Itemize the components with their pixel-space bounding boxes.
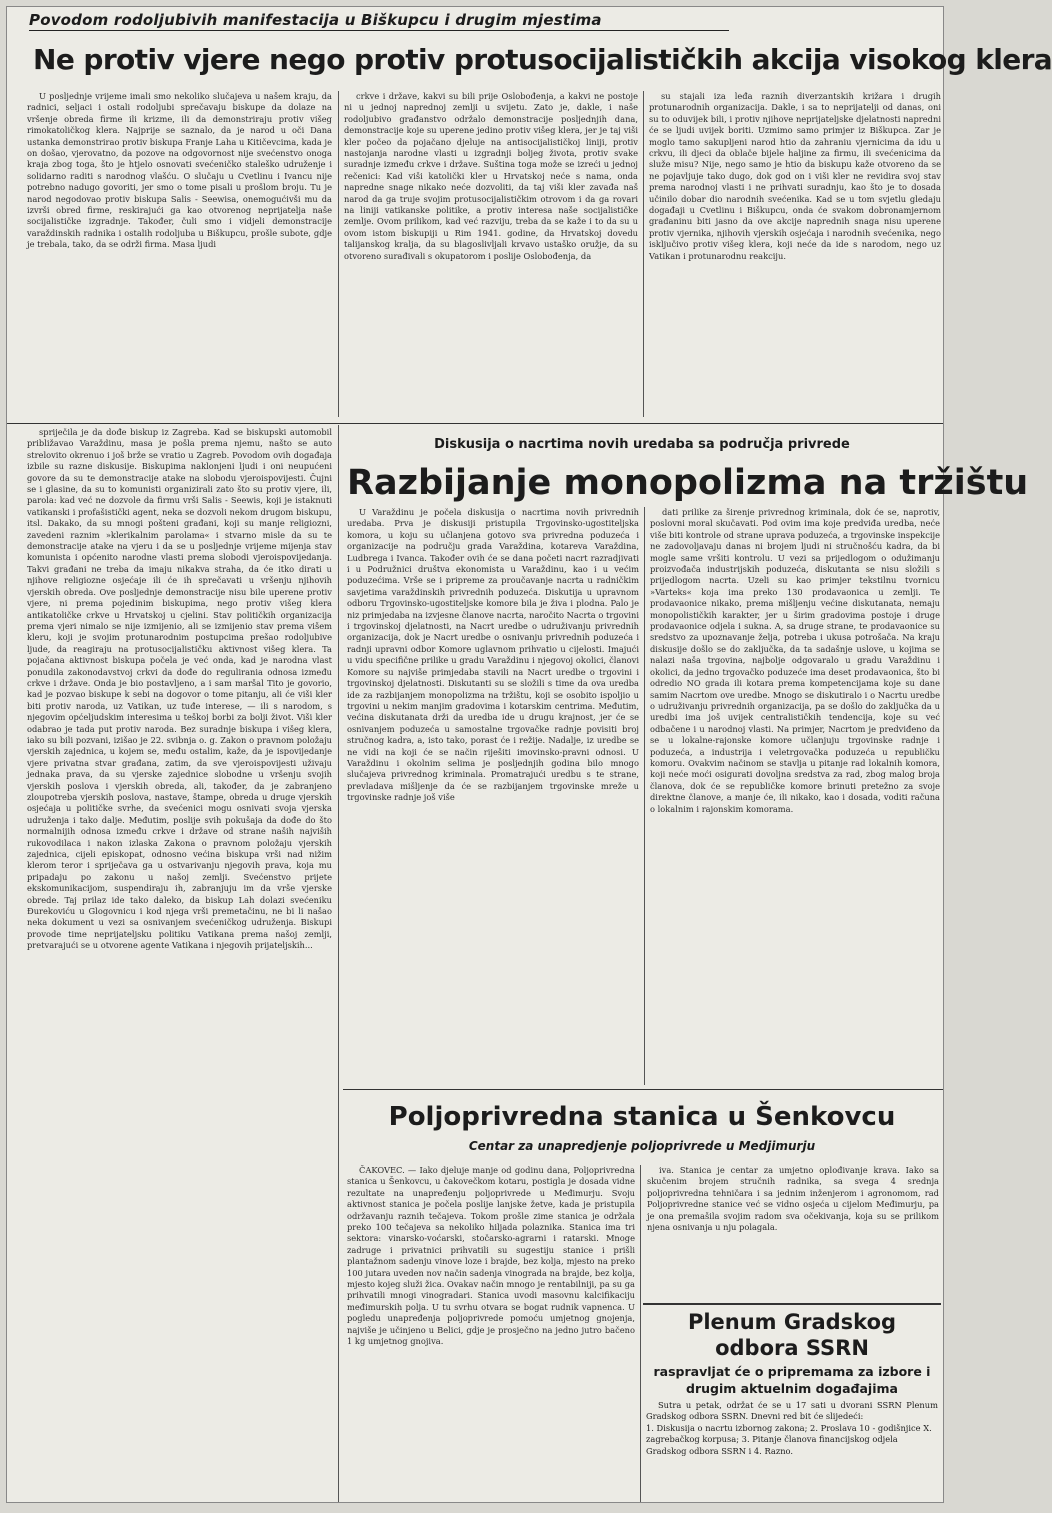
divider	[643, 91, 644, 417]
top-article-kicker: Povodom rodoljubivih manifestacija u Biškupcu i drugim mjestima	[29, 11, 729, 31]
divider	[338, 425, 339, 1502]
station-col1: ČAKOVEC. — Iako djeluje manje od godinu dana, Poljoprivredna stanica u Šenkovcu, u čakovečkom kotaru, postigla je dosada vidne rezultate na unapređenju poljoprivrede u Međimurju. Svoju aktivnost stanica je počela poslije lanjske žetve, kada je pristupila održavanju raznih tečajeva. Tokom prošle zime stanica je održala preko 100 tečajeva sa nekoliko hiljada polaznika. Stanica ima tri sektora: vinarsko-voćarski, stočarsko-agrarni i ratarski. Mnoge zadruge i privatnici prihvatili su sugestiju stanice i prišli plantažnom sadenju vinove loze i brajde, bez kolja, mjesto na preko 100 jutara uveden nov način sadenja vinograda na brajde, bez kolja, mjesto kojeg služi žica. Ovakav način mnogo je rentabilniji, pa su ga prihvatili mnogi vinogradari. Stanica uvodi masovnu kalcifikaciju međimurskih polja. U tu svrhu otvara se bogat rudnik vapnenca. U pogledu unapređenja poljoprivrede pomoću umjetnog gnojenja, najviše je učinjeno u Belici, gdje je prosječno na jedno jutro bačeno 1 kg umjetnog gnojiva.	[347, 1165, 635, 1347]
station-subheadline: Centar za unapredjenje poljoprivrede u Medjimurju	[468, 1139, 816, 1153]
monopoly-headline: Razbijanje monopolizma na tržištu	[347, 463, 1029, 503]
left-continuation-col: spriječila je da dođe biskup iz Zagreba. Kad se biskupski automobil približavao Varaždinu, masa je pošla prema njemu, našto se auto strelovito okrenuo i još brže se vratio u Zagreb. Povodom ovih događaja izbile su razne diskusije. Biskupima naklonjeni ljudi i oni neupućeni govore da su te demonstracije atake na slobodu vjeroispovijesti. Čujni se i glasine, da su to komunisti organizirali zato što su protiv vjere, ili, parola: kad već ne dozvole da firmu vrši Salis - Seewis, koji je istaknuti vatikanski i profašistički agent, neka se dozvoli nekom drugom biskupu, itsl. Dakako, da su mnogi pošteni građani, koji su manje religiozni, zavedeni raznim »klerikalnim parolama« i stvarno misle da su te demonstracije atake na vjeru i da se u posljednje vrijeme mijenja stav komunista i općenito narodne vlasti prema slobodi vjeroispovijedanja. Takvi građani ne treba da imaju nikakva straha, da će itko dirati u njihove religiozne osjećaje ili će ih sprečavati u vršenju njihovih vjerskih obreda. Ove posljednje demonstracije nisu bile uperene protiv vjere, ni prema pojedinim biskupima, nego protiv višeg klera antikatoličke crkve u Hrvatskoj u cjelini. Stav političkih organizacija prema vjeri nimalo se nije izmijenio, ali se izmijenio stav prema višem kleru, koji je svojim protunarodnim postupcima prešao rodoljubive ljude, da reagiraju na protusocijalističku aktivnost višeg klera. Ta pojačana aktivnost biskupa počela je već onda, kad je narodna vlast ponudila zakonodavstvoj crkvi da dođe do regulirania odnosa između crkve i države. Onda je bio postavljeno, a i sam maršal Tito je govorio, kad je pozvao biskupe k sebi na dogovor o tome pitanju, ali će viši kler biti protiv naroda, uz Vatikan, uz tuđe interese, — ili s narodom, s njegovim općeljudskim interesima u teškoj borbi za bolji život. Viši kler odabrao je tada put protiv naroda. Bez suradnje biskupa i višeg klera, iako su bili pozvani, izišao je 22. svibnja o. g. Zakon o pravnom položaju vjerskih zajednica, u kojem se, među ostalim, kaže, da je ispovijedanje vjere privatna stvar građana, zatim, da sve vjeroispovijesti uživaju jednaka prava, da su vjerske zajednice slobodne u vršenju svojih vjerskih poslova i vjerskih obreda, ali, također, da je zabranjeno zloupotreba vjerskih poslova, nastave, štampe, obreda u druge vjerskih osjećaja u političke svrhe, da svećenici mogu osnivati svoja vjerska udruženja i tako dalje. Međutim, poslije svih pokušaja da dođe do što normalnijih odnosa između crkve i države od strane naših najviših rukovodilaca i nakon izlaska Zakona o pravnom položaju vjerskih zajednica, cijeli episkopat, odnosno većina biskupa vrši nad nižim klerom teror i spriječava ga u ostvarivanju njegovih prava, koja mu pripadaju po zakonu u našoj zemlji. Svećenstvo prijete ekskomunikacijom, suspendiraju ih, zabranjuju im da vrše vjerske obrede. Taj prilaz ide tako daleko, da biskup Lah dolazi svećeniku Đurekoviću u Glogovnicu i kod njega vrši premetačinu, ne bi li našao neka dokument u vezi sa osnivanjem svećeničkog udruženja. Biskupi provode time neprijateljsku politiku Vatikana prema našoj zemlji, pretvarajući se u otvorene agente Vatikana i njegovih prijateljskih...	[27, 427, 332, 951]
top-article-col1: U posljednje vrijeme imali smo nekoliko slučajeva u našem kraju, da radnici, seljaci i ostali rodoljubi sprečavaju biskupe da dolaze na vršenje obreda firme ili krizme, ili da demonstriraju protiv višeg rimokatoličkog klera. Najprije se saznalo, da je narod u oči Dana ustanka demonstrirao protiv biskupa Franje Laha u Kitičevcima, kada je on došao, vjerovatno, da pozove na odgovornost nije svećenstvo onoga kraja zbog toga, što je htjelo osnovati svećeničko staleško udruženje i solidarno raditi s narodnog vlašću. O slučaju u Cvetlinu i Ivancu nije potrebno nadugo govoriti, jer smo o tome pisali u prošlom broju. Tu je narod negodovao protiv biskupa Salis - Seewisa, onemogućivši mu da izvrši obred firme, reskirajući ga kao otvorenog neprijatelja naše socijalističke izgradnje. Također, čuli smo i vidjeli demonstracije varaždinskih radnika i ostalih rodoljuba u Biškupcu, prošle subote, gdje je trebala, tako, da se održi firma. Masa ljudi	[27, 91, 332, 250]
divider	[338, 91, 339, 417]
plenum-body: Sutra u petak, održat će se u 17 sati u dvorani SSRN Plenum Gradskog odbora SSRN. Dnevni red bit će slijedeći:	[646, 1400, 938, 1422]
plenum-subtitle: raspravljat će o pripremama za izbore i drugim aktuelnim događajima	[653, 1364, 931, 1396]
plenum-notice	[643, 1303, 941, 1503]
monopoly-col2: dati prilike za širenje privrednog kriminala, dok će se, naprotiv, poslovni moral skučavati. Pod ovim ima koje predviđa uredba, neće više biti kontrole od strane uprava poduzeća, a trgovinske inspekcije ne zadovoljavaju danas ni brojem ljudi ni stručnošću kadra, da bi mogle same vršiti kontrolu. U vezi sa prijedlogom o odužimanju proizvođača industrijskih poduzeća, diskutanta se nisu složili s prijedlogom nacrta. Uzeli su kao primjer tekstilnu tvornicu »Varteks« koja ima preko 130 prodavaonica u zemlji. Te prodavaonice nikako, prema mišljenju većine diskutanata, nemaju monopolističkih karakter, jer u širim gradovima postoje i druge prodavaonice odjela i sukna. A, sa druge strane, te prodavaonice su sredstvo za upoznavanje želja, potreba i ukusa potrošača. Na kraju diskusije došlo se do zaključka, da ta sadašnje uslove, u kojima se nalazi naša trgovina, najbolje odgovaralo u gradu Varaždinu i okolici, da jedno trgovačko poduzeće ima deset prodavaonica, što bi odredio NO grada ili kotara prema kompetencijama koje su dane samim Nacrtom ove uredbe. Mnogo se diskutiralo i o Nacrtu uredbe o udruživanju privrednih organizacija, pa se došlo do zaključka da u uredbi ima još uvijek centralističkih tendencija, koje su već odbačene i u narodnoj vlasti. Na primjer, Nacrtom je predviđeno da se u lokalne-rajonske komore učlanjuju trgovinske radnje i poduzeća, a industrija i veletrgovačka poduzeća u republičku komoru. Ovakvim načinom se stavlja u pitanje rad lokalnih komora, koji neće moći osigurati dovoljna sredstva za rad, zbog malog broja članova, dok će se republičke komore brinuti pretežno za svoje direktne članove, a manje će, ili nikako, kao i dosada, voditi računa o lokalnim i rajonskim komorama.	[650, 507, 940, 814]
monopoly-kicker: Diskusija o nacrtima novih uredaba sa područja privrede	[434, 437, 850, 452]
newspaper-page	[6, 6, 1052, 1503]
plenum-agenda: 1. Diskusija o nacrtu izbornog zakona; 2. Proslava 10 - godišnjice X. zagrebačkog korpusa; 3. Pitanje članova financijskog odjela Gradskog odbora SSRN i 4. Razno.	[646, 1422, 932, 1456]
top-article-headline: Ne protiv vjere nego protiv protusocijalističkih akcija visokog klera	[33, 43, 1052, 76]
divider	[640, 1165, 641, 1502]
monopoly-col1: U Varaždinu je počela diskusija o nacrtima novih privrednih uredaba. Prva je diskusiji pristupila Trgovinsko-ugostiteljska komora, u koju su učlanjena gotovo sva privredna poduzeća i organizacije na području grada Varaždina, kotareva Varaždina, Ludbrega i Ivanca. Također ovih će se dana početi nacrt razradjivati i u Podružnici društva ekonomista u Varaždinu, kao i u većim poduzećima. Vrše se i pripreme za proučavanje nacrta u radničkim savjetima varaždinskih privrednih poduzeća. Diskutija u upravnom odboru Trgovinsko-ugostiteljske komore bila je živa i plodna. Palo je niz primjedaba na izvjesne članove nacrta, naročito Nacrta o trgovini i trgovinskoj djelatnosti, na Nacrt uredbe o udruživanju privrednih organizacija, dok je Nacrt uredbe o osnivanju privrednih poduzeća i radnji upravni odbor Komore uglavnom prihvatio u cijelosti. Imajući u vidu specifične prilike u gradu Varaždinu i njegovoj okolici, članovi Komore su najviše primjedaba stavili na Nacrt uredbe o trgovini i trgovinskoj djelatnosti. Diskutanti su se složili s time da ova uredba ide za razbijanjem monopolizma na tržištu, koji se osobito ispoljio u trgovini u nekim manjim gradovima i kotarskim centrima. Međutim, većina diskutanata drži da uredba ide u drugu krajnost, jer će se osnivanjem poduzeća u samostalne trgovačke radnje povisiti broj stručnog kadra, a, isto tako, porast će i režije. Nadalje, iz uredbe se ne vidi na koji će se način riješiti imovinsko-pravni odnosi. U Varaždinu i okolnim selima je posljednjih godina bilo mnogo slučajeva privrednog kriminala. Promatrajući uredbu s te strane, prevladava mišljenje da će se razbijanjem trgovinske mreže u trgovinske radnje još više	[347, 507, 639, 803]
station-col2: iva. Stanica je centar za umjetno oplođivanje krava. Iako sa skučenim brojem stručnih radnika, sa svega 4 srednja poljoprivredna tehničara i sa jednim inženjerom i agronomom, rad Poljoprivredne stanice već se vidno osjeća u cijelom Međimurju, pa je ona premašila svojim radom sva očekivanja, koja su se prilikom njena osnivanja u nju polagala.	[647, 1165, 939, 1233]
station-headline: Poljoprivredna stanica u Šenkovcu	[388, 1102, 896, 1132]
top-article-col3: su stajali iza leđa raznih diverzantskih križara i drugih protunarodnih organizacija. Dakle, i sa to neprijatelji od danas, oni su to oduvijek bili, i protiv njihove neprijateljske djelatnosti napredni će se ljudi uvijek boriti. Uzmimo samo primjer iz Biškupca. Zar je moglo tamo sakupljeni narod htio da zahraniu vjernicima da idu u crkvu, ili djeci da oblače bijele haljine za firmu, ili svećenicima da služe misu? Nije, nego samo je htio da biskupu kaže otvoreno da se ne pojavljuje tako dugo, dok god on i viši kler ne revidira svoj stav prema narodnoj vlasti i ne prihvati suradnju, kao što je to dosada učinilo dobar dio narodnih svećenika. Kad se u tom svjetlu gledaju događaji u Cvetlinu i Biškupcu, onda će svakom dobronamjernom građaninu biti jasno da ove akcije naprednih snaga nisu uperene protiv vjernika, njihovih vjerskih osjećaja i narodnih svećenika, nego isključivo protiv višeg klera, koji neće da ide s narodom, nego uz Vatikan i protunarodnu reakciju.	[649, 91, 941, 261]
plenum-title-line1: Plenum Gradskog	[687, 1310, 897, 1334]
divider	[644, 507, 645, 1085]
section-rule	[343, 1089, 943, 1090]
section-rule	[7, 423, 943, 424]
top-article-col2: crkve i države, kakvi su bili prije Oslobođenja, a kakvi ne postoje ni u jednoj naprednoj zemlji u svijetu. Zato je, dakle, i naše rodoljubivo građanstvo održalo demonstracije posljednjih dana, demonstracije koje su uperene jedino protiv višeg klera, jer je taj viši kler počeo da pojačano djeluje na antisocijalističkoj liniji, protiv nastojanja narodne vlasti u izgradnji boljeg života, protiv svake suradnje između crkve i države. Suština toga može se izreći u jednoj rečenici: Kad viši katolički kler u Hrvatskoj neće s nama, onda napredne snage nikako neće dozvoliti, da taj viši kler zavađa naš narod da ga truje svojim protusocijalističkim otrovom i da ga rovari na liniji vatikanske politike, a protiv interesa naše socijalističke zemlje. Ovom prilikom, kad već razviju, treba da se kaže i to da su u ovom istom biskupiji u Rim 1941. godine, da Hrvatskoj dovedu talijanskog kralja, da su blagoslivljali krvavo ustaško oružje, da su otvoreno surađivali s okupatorom i poslije Oslobođenja, da	[344, 91, 638, 261]
plenum-title-line2: odbora SSRN	[715, 1336, 869, 1360]
